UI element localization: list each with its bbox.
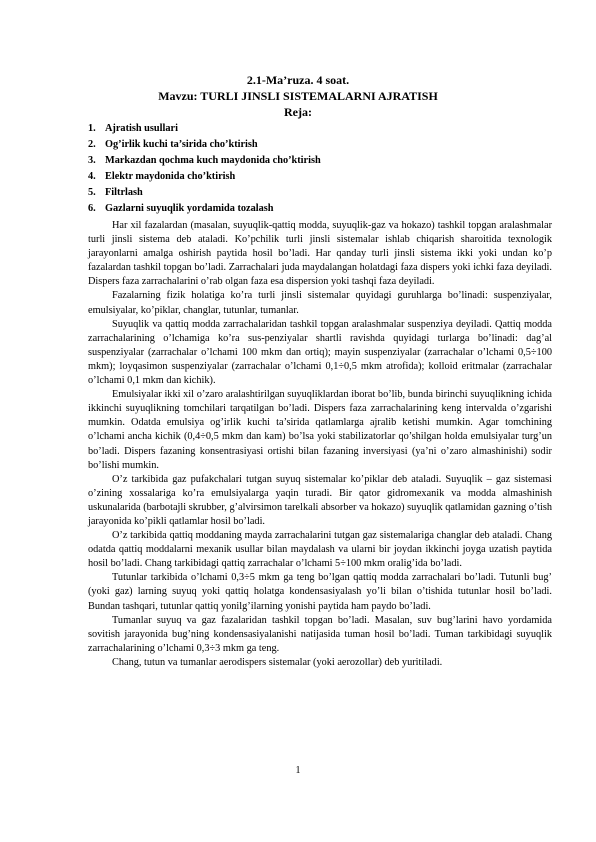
topic-title: Mavzu: TURLI JINSLI SISTEMALARNI AJRATISH bbox=[158, 89, 438, 103]
paragraph-aerosols: Chang, tutun va tumanlar aerodispers sistemalar (yoki aerozollar) deb yuritiladi. bbox=[112, 656, 443, 668]
paragraph-smokes: Tutunlar tarkibida o’lchami 0,3÷5 mkm ga teng bo’lgan qattiq modda zarrachalari bo’ladi. Tutunli bug’ (yoki gaz) larning suyuq yoki qattiq holatga kondensasiyalash yo’li bilan o’tishida tutunlar hosil bo’ladi. Bundan tashqari, tutunlar qattiq yonilg’ilarning yonishi paytida ham paydo bo’ladi. bbox=[88, 572, 552, 612]
plan-item bbox=[88, 137, 321, 153]
plan-item-text: Ajratish usullari bbox=[105, 123, 178, 134]
plan-item-text: Markazdan qochma kuch maydonida cho’ktirish bbox=[105, 155, 321, 166]
plan-item bbox=[88, 153, 321, 169]
plan-list bbox=[88, 121, 321, 217]
plan-item-number: 5. bbox=[88, 187, 96, 198]
plan-item bbox=[88, 121, 321, 137]
plan-heading: Reja: bbox=[284, 105, 312, 119]
paragraph-foams: O’z tarkibida gaz pufakchalari tutgan suyuq sistemalar ko’piklar deb ataladi. Suyuqlik – gaz sistemasi o’zining xossalariga ko’ra emulsiyalarga yaqin turadi. Bir qator gidromexanik va modda almashinish uskunalarida (barbotajli skrubber, g’alvirsimon tarelkali absorber va hokazo) suyuqlik qatlamidan gazning o’tish jarayonida ko’pikli qatlamlar hosil bo’ladi. bbox=[88, 473, 552, 527]
plan-item bbox=[88, 169, 321, 185]
paragraph-fogs: Tumanlar suyuq va gaz fazalaridan tashkil topgan bo’ladi. Masalan, suv bug’larini havo yordamida sovitish jarayonida bug’ning kondensasiyalanishi natijasida tuman hosil bo’ladi. Tuman tarkibidagi suyuqlik zarrachalarining o’lchami 0,3÷3 mkm ga teng. bbox=[88, 614, 552, 654]
plan-item-text: Filtrlash bbox=[105, 187, 143, 198]
plan-item-text: Og’irlik kuchi ta’sirida cho’ktirish bbox=[105, 139, 258, 150]
plan-item bbox=[88, 201, 321, 217]
plan-item-number: 4. bbox=[88, 171, 96, 182]
page-number: 1 bbox=[295, 765, 301, 776]
paragraph-classification: Fazalarning fizik holatiga ko’ra turli jinsli sistemalar quyidagi guruhlarga bo’linadi: suspenziyalar, emulsiyalar, ko’piklar, changlar, tutunlar, tumanlar. bbox=[88, 290, 552, 316]
paragraph-emulsions: Emulsiyalar ikki xil o’zaro aralashtirilgan suyuqliklardan iborat bo’lib, bunda birinchi suyuqlikning ichida ikkinchi suyuqlikning tomchilari tarqatilgan bo’ladi. Dispers faza zarrachalarining keng intervalda o’zgarishi mumkin. Odatda emulsiya og’irlik kuchi ta’sirida qatlamlarga ajralib ketishi mumkin. Agar tomchining o’lchami ancha kichik (0,4÷0,5 mkm dan kam) bo’lsa yoki stabilizatorlar qo’shilgan holda emulsiyalar turg’un bo’ladi. Dispers fazaning konsentrasiyasi ortishi bilan fazaning inversiyasi (ya’ni o’zaro almashinishi) sodir bo’lishi mumkin. bbox=[88, 389, 552, 471]
plan-item-number: 2. bbox=[88, 139, 96, 150]
plan-item bbox=[88, 185, 321, 201]
plan-item-text: Elektr maydonida cho’ktirish bbox=[105, 171, 236, 182]
plan-item-number: 6. bbox=[88, 203, 96, 214]
paragraph-dusts: O’z tarkibida qattiq moddaning mayda zarrachalarini tutgan gaz sistemalariga changlar deb ataladi. Chang odatda qattiq moddalarni mexanik usullar bilan maydalash va ularni bir joydan ikkinchi joyga uzatish paytida hosil bo’ladi. Chang tarkibidagi qattiq zarrachalar o’lchami 5÷100 mkm oralig’ida bo’ladi. bbox=[88, 530, 552, 570]
plan-item-number: 3. bbox=[88, 155, 96, 166]
paragraph-suspensions: Suyuqlik va qattiq modda zarrachalaridan tashkil topgan aralashmalar suspenziya deyiladi. Qattiq modda zarrachalarining o’lchamiga ko’ra sus-penziyalar shartli ravishda quyidagi turlarga bo’linadi: dag’al suspenziyalar (zarrachalar o’lchami 100 mkm dan ortiq); mayin suspenziyalar (zarrachalar o’lchami 0,5÷100 mkm); loyqasimon suspenziyalar (zarrachalar o’lchami 0,1÷0,5 mkm atrofida); kolloid eritmalar (zarrachalar o’lchami 0,1 mkm dan kichik). bbox=[88, 318, 552, 387]
lecture-title: 2.1-Ma’ruza. 4 soat. bbox=[246, 73, 350, 87]
lecture-body bbox=[88, 219, 552, 670]
paragraph-intro: Har xil fazalardan (masalan, suyuqlik-qattiq modda, suyuqlik-gaz va hokazo) tashkil topgan aralashmalar turli jinsli sistema deb ataladi. Ko’pchilik turli jinsli sistemalar ishlab chiqarish sharoitida texnologik jarayonlarni amalga oshirish paytida hosil bo’ladi. Har qanday turli jinsli sistema ikki yoki undan ko’p fazalardan tashkil topgan bo’ladi. Zarrachalari juda maydalangan holatdagi faza dispers yoki ichki faza deyiladi. Dispers faza zarrachalarini o’rab olgan faza esa dispersion yoki tashqi faza deyiladi. bbox=[88, 220, 552, 288]
plan-item-text: Gazlarni suyuqlik yordamida tozalash bbox=[105, 203, 274, 214]
plan-item-number: 1. bbox=[88, 123, 96, 134]
